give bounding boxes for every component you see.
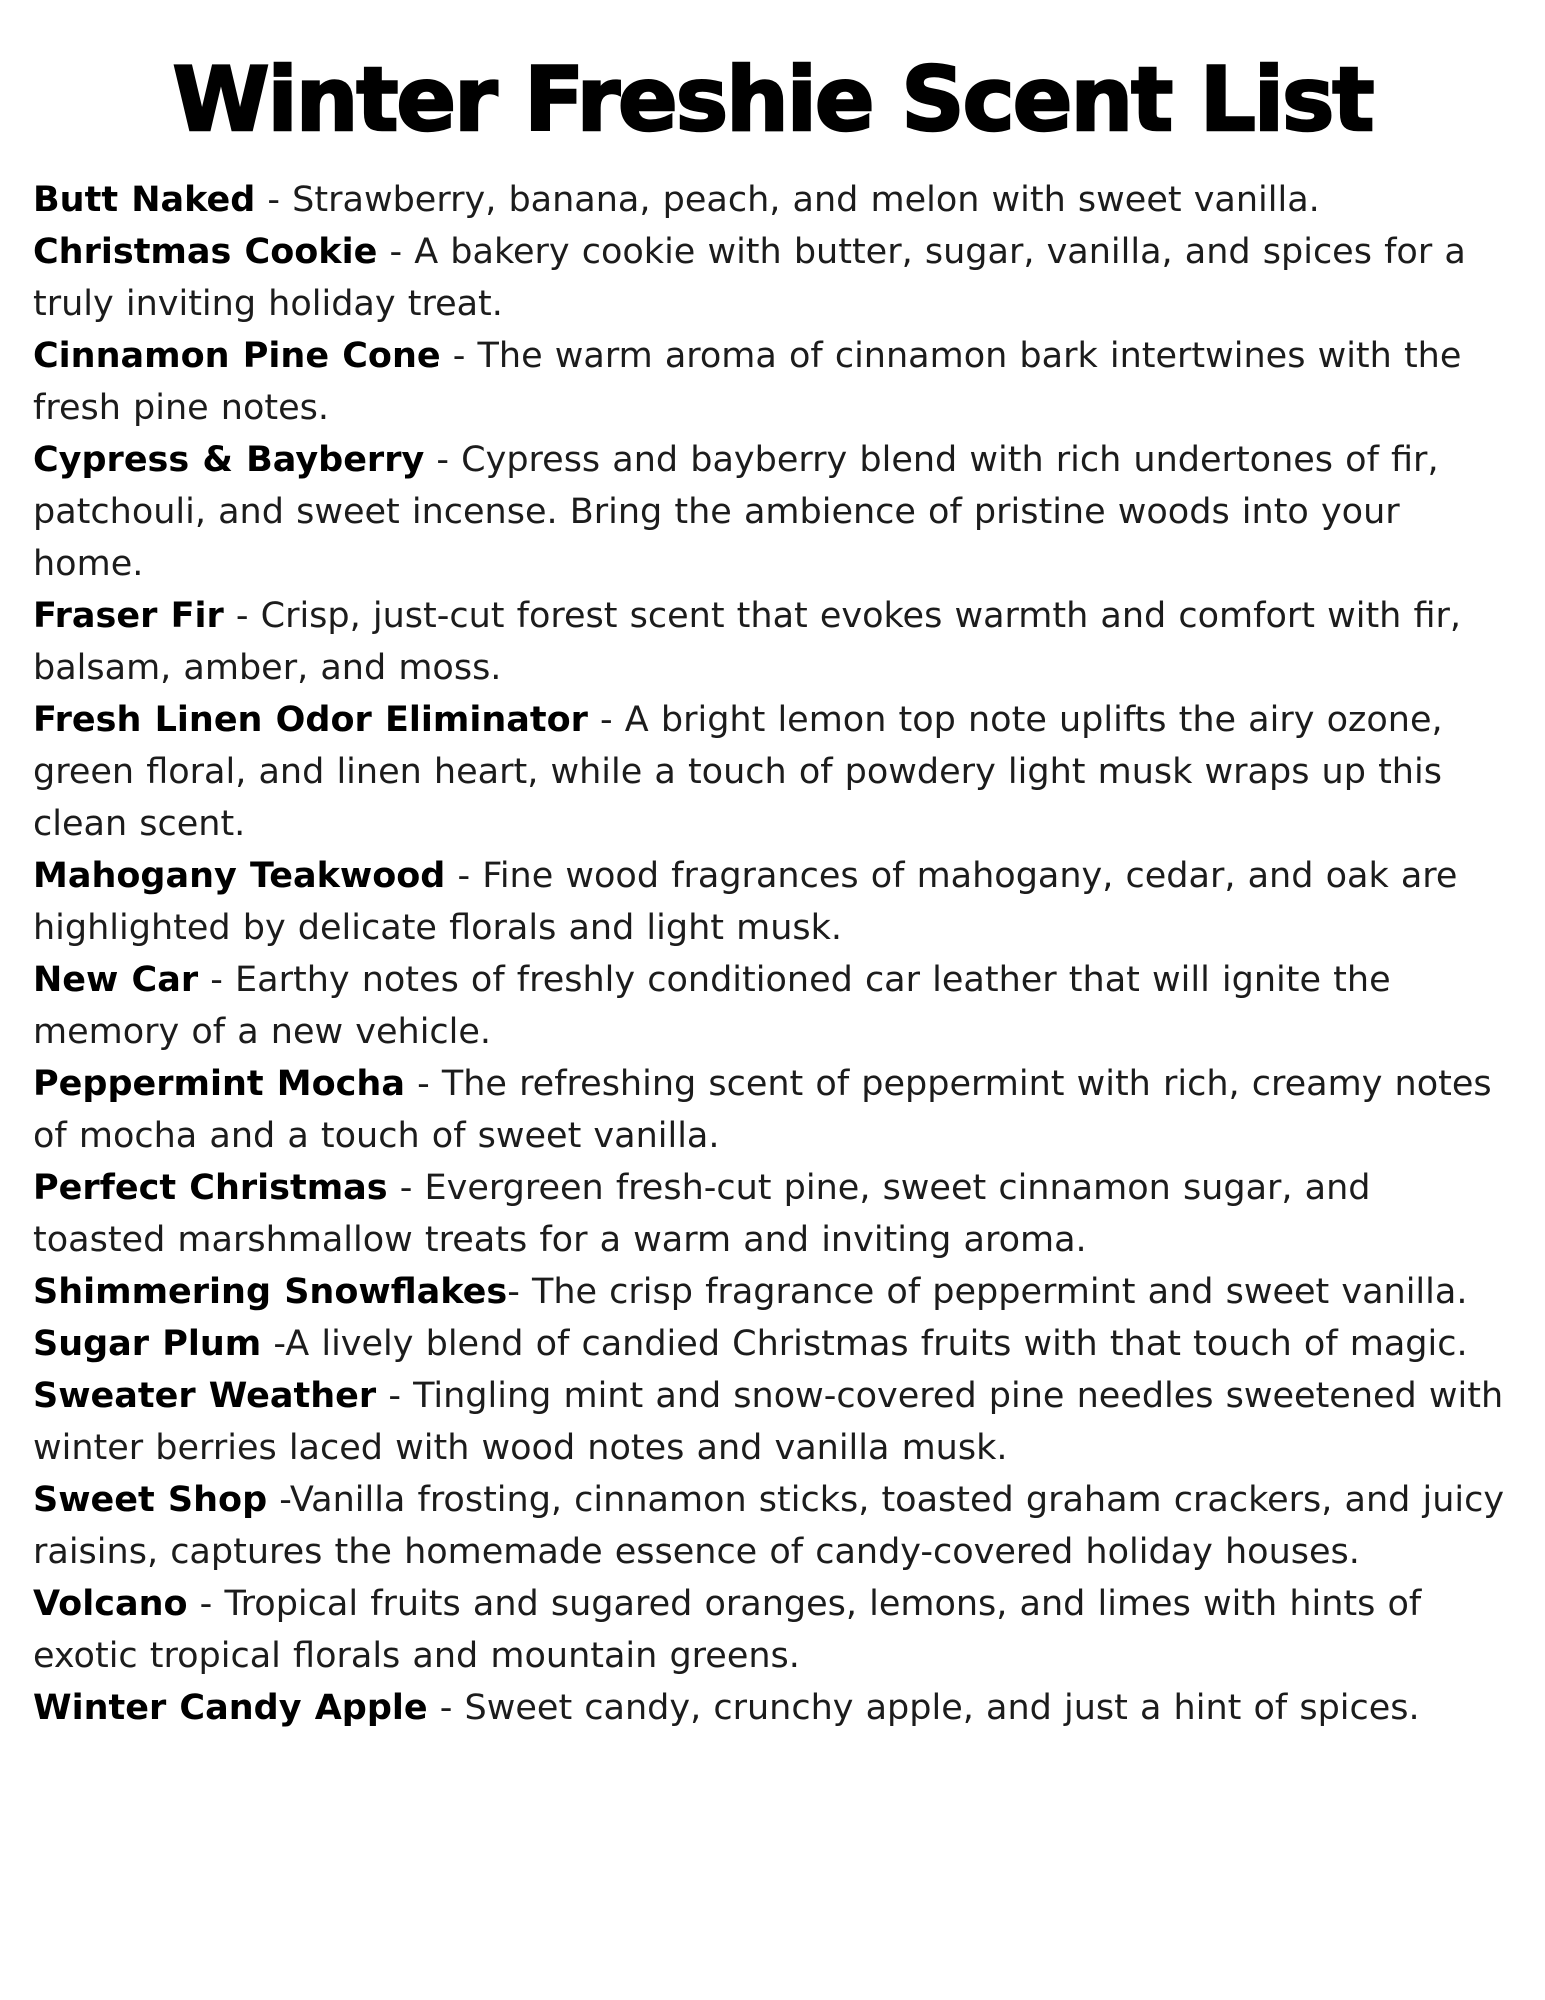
scent-description: Earthy notes of freshly conditioned car leather that will ignite the memory of a new vehicle. [33,960,1391,1052]
scent-description: A bright lemon top note uplifts the airy ozone, green floral, and linen heart, while a touch of powdery light musk wraps up this clean scent. [33,700,1443,844]
scent-name: Fresh Linen Odor Eliminator [33,700,588,740]
scent-entry [33,1058,1512,1162]
scent-separator: - [427,1688,465,1728]
scent-description: Evergreen fresh-cut pine, sweet cinnamon sugar, and toasted marshmallow treats for a warm and inviting aroma. [33,1168,1371,1260]
scent-entry [33,1474,1512,1578]
scent-description: The crisp fragrance of peppermint and sweet vanilla. [531,1272,1468,1312]
scent-entry [33,1162,1512,1266]
scent-description: Tingling mint and snow-covered pine needles sweetened with winter berries laced with wood notes and vanilla musk. [33,1376,1504,1468]
scent-name: Volcano [33,1584,188,1624]
scent-separator: - [267,1480,290,1520]
scent-name: Fraser Fir [33,596,224,636]
scent-description: The warm aroma of cinnamon bark intertwines with the fresh pine notes. [33,336,1462,428]
scent-description: Vanilla frosting, cinnamon sticks, toasted graham crackers, and juicy raisins, captures the homemade essence of candy-covered holiday houses. [33,1480,1505,1572]
scent-description: Strawberry, banana, peach, and melon with sweet vanilla. [292,180,1320,220]
scent-name: New Car [33,960,199,1000]
scent-name: Mahogany Teakwood [33,856,446,896]
scent-separator: - [261,1324,286,1364]
scent-entry [33,590,1512,694]
scent-description: Crisp, just-cut forest scent that evokes warmth and comfort with fir, balsam, amber, and moss. [33,596,1462,688]
scent-description: A lively blend of candied Christmas fruits with that touch of magic. [285,1324,1468,1364]
scent-name: Perfect Christmas [33,1168,388,1208]
scent-name: Sugar Plum [33,1324,262,1364]
scent-name: Cypress & Bayberry [33,440,425,480]
scent-description: Tropical fruits and sugared oranges, lemons, and limes with hints of exotic tropical florals and mountain greens. [33,1584,1422,1676]
scent-name: Peppermint Mocha [33,1064,405,1104]
scent-name: Sweet Shop [33,1480,268,1520]
scent-description: The refreshing scent of peppermint with rich, creamy notes of mocha and a touch of sweet vanilla. [33,1064,1492,1156]
scent-entry [33,850,1512,954]
scent-entry [33,226,1512,330]
scent-entry [33,434,1512,590]
scent-description: Cypress and bayberry blend with rich undertones of fir, patchouli, and sweet incense. Bring the ambience of pristine woods into your home. [33,440,1439,584]
scent-name: Butt Naked [33,180,256,220]
scent-separator: - [255,180,293,220]
scent-description: Fine wood fragrances of mahogany, cedar, and oak are highlighted by delicate florals and light musk. [33,856,1458,948]
scent-entry [33,330,1512,434]
scent-entry [33,1682,1512,1734]
scent-entry [33,1578,1512,1682]
scent-entry [33,954,1512,1058]
scent-entry [33,1370,1512,1474]
scent-entry [33,694,1512,850]
scent-separator: - [507,1272,532,1312]
scent-name: Christmas Cookie [33,232,378,272]
scent-separator: - [223,596,261,636]
scent-separator: - [404,1064,442,1104]
scent-separator: - [587,700,625,740]
scent-separator: - [376,1376,414,1416]
scent-entry [33,174,1512,226]
scent-name: Winter Candy Apple [33,1688,428,1728]
scent-description: Sweet candy, crunchy apple, and just a hint of spices. [464,1688,1420,1728]
scent-name: Sweater Weather [33,1376,377,1416]
scent-separator: - [387,1168,425,1208]
scent-entry [33,1266,1512,1318]
scent-separator: - [377,232,415,272]
scent-list [33,174,1512,1734]
scent-name: Cinnamon Pine Cone [33,336,441,376]
scent-separator: - [445,856,483,896]
scent-entry [33,1318,1512,1370]
scent-separator: - [198,960,236,1000]
scent-description: A bakery cookie with butter, sugar, vanilla, and spices for a truly inviting holiday treat. [33,232,1466,324]
scent-name: Shimmering Snowflakes [33,1272,508,1312]
page-title: Winter Freshie Scent List [172,48,1373,151]
scent-separator: - [424,440,462,480]
scent-separator: - [187,1584,225,1624]
scent-separator: - [440,336,478,376]
